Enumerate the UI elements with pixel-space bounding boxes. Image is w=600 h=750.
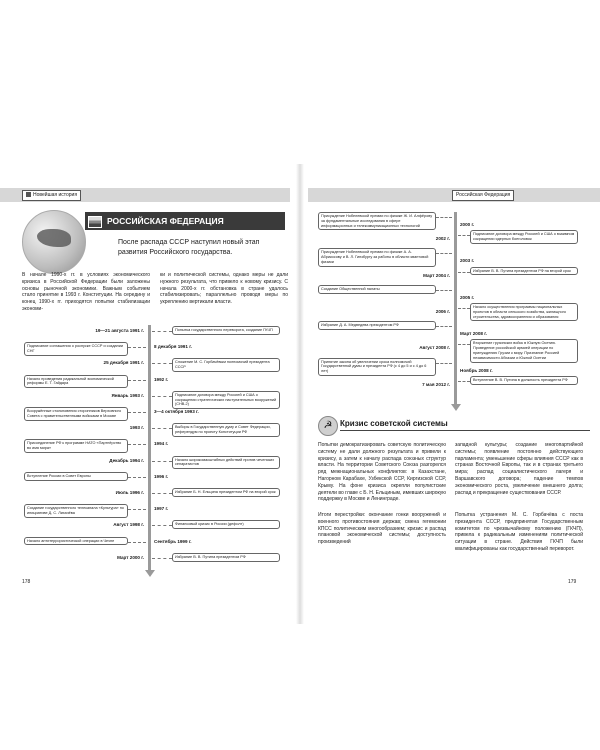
timeline-date: 2003 г. [460,258,475,264]
timeline-event: Вторжение грузинских войск в Южную Осетию. Проведение российской армией операции по принуждению Грузии к миру. Признание Россией независимости Абхазии и Южной Осетии [470,339,578,362]
left-page-number: 178 [22,579,31,585]
timeline-connector [436,253,452,254]
timeline-event: Присуждение Нобелевской премии по физике А. А. Абрикосову и В. Л. Гинзбургу за работы в области квантовой физики [318,248,436,266]
timeline-date: 19—21 августа 1991 г. [95,328,144,333]
russia-map-shape [37,229,71,247]
timeline-connector [128,412,146,413]
banner-title: РОССИЙСКАЯ ФЕДЕРАЦИЯ [107,216,224,226]
timeline-date: Март 2000 г. [117,554,144,560]
timeline-date: Март 2004 г. [423,272,450,278]
timeline-connector [128,380,146,381]
timeline-event: Подписание договора между Россией и США о сокращении стратегических наступательных вооружений (СНВ-2) [172,391,280,409]
timeline-event: Принятие закона об увеличении срока полномочий Государственной думы и президента РФ (с 4 до 5 и с 4 до 6 лет) [318,358,436,376]
right-body-col1b: Итоги перестройки: окончание гонки вооружений и военного противостояния держав; смена гегемонии КПСС политическим многообразием; кризис и распад плановой экономической системы; доступность произведений [318,512,446,546]
timeline-connector [436,326,452,327]
timeline-date: Август 2008 г. [419,345,450,351]
timeline-date: 2000 г. [460,222,475,227]
timeline-connector [152,525,172,526]
timeline-date: 25 декабря 1991 г. [103,360,144,366]
left-body-col2: ки и политической системы, однако меры не дали нужного результата, что привело к новому кризису. С начала 2000-х гг. обстановка в стране удалось стабилизировать; параллельно проводя меры по укреплению вертикали власти. [160,272,288,306]
right-body-col2b: Попытка устранения М. С. Горбачёва с поста президента СССР, предпринятая Государственным комитетом по чрезвычайному положению (ГКЧП), привела к радикальным изменениям политической ситуации в стране. Действия ГКЧП были квалифицированы как государственный переворот. [455,512,583,552]
timeline-date: 7 мая 2012 г. [422,381,450,387]
timeline-connector [458,272,470,273]
timeline-date: Июль 1996 г. [115,490,144,495]
timeline-connector [152,558,172,559]
timeline-event: Финансовый кризис в России (дефолт) [172,520,280,529]
timeline-date: 2002 г. [435,236,450,242]
timeline-connector [436,217,452,218]
crisis-section-title: Кризис советской системы [340,419,448,428]
timeline-date: Декабрь 1994 г. [109,457,144,463]
right-timeline-axis [454,212,457,407]
timeline-event: Присуждение Нобелевской премии по физике Ж. И. Алфёрову за фундаментальные исследования в сфере информационных и телекоммуникационных технологий [318,212,436,230]
timeline-connector [436,290,452,291]
timeline-connector [128,347,146,348]
timeline-connector [436,363,452,364]
timeline-event: Вступление В. В. Путина в должность президента РФ [470,376,578,385]
book-spine [296,164,304,624]
timeline-date: 3—4 октября 1993 г. [154,409,199,414]
timeline-event: Выборы в Государственную думу и Совет Федерации, референдум по проекту Конституции РФ [172,423,280,437]
timeline-connector [152,331,172,332]
timeline-event: Избрание Д. А. Медведева президентом РФ [318,321,436,330]
timeline-event: Начало широкомасштабных действий против чеченских сепаратистов [172,456,280,470]
timeline-date: 1993 г. [129,425,144,431]
right-header-label [452,190,514,201]
timeline-connector [128,542,146,543]
left-timeline-axis [148,325,151,572]
left-body-col1: В начале 1990-х гг. в условиях экономического кризиса в Российской Федерации были заложены основы рыночной экономики. Важным событием стало принятие в 1993 г. Конституции. На середину и конец 1990-х гг. приходятся попытки стабилизации экономи- [22,272,150,312]
section-banner [85,212,285,230]
timeline-event: Избрание В. В. Путина президентом РФ [172,553,280,562]
timeline-event: Начало осуществления программы национальных проектов в области сельского хозяйства, жилищного строительства, здравоохранения и образования [470,303,578,321]
intro-text: После распада СССР наступил новый этап развития Российского государства. [118,239,260,256]
left-timeline-arrow-icon [145,570,155,577]
timeline-event: Вступление России в Совет Европы [24,472,128,481]
crisis-section-header [318,416,598,438]
timeline-date: Ноябрь 2008 г. [460,367,493,373]
crisis-section-icon: ☭ [318,416,338,436]
timeline-connector [152,461,172,462]
timeline-date: Август 1998 г. [113,522,144,528]
timeline-connector [152,363,172,364]
timeline-date: 1996 г. [154,473,169,479]
timeline-date: 2005 г. [460,294,475,300]
timeline-date: Март 2008 г. [460,331,487,337]
timeline-event: Начало проведения радикальной экономической реформы Е. Т. Гайдара [24,375,128,389]
timeline-event: Начало антитеррористической операции в Чечне [24,537,128,546]
timeline-event: Подписание договора между Россией и США о взаимном сокращении ядерных боеголовок [470,230,578,244]
timeline-connector [458,308,470,309]
timeline-event: Создание Общественной палаты [318,285,436,294]
right-timeline-arrow-icon [451,404,461,411]
timeline-event: Вооружённые столкновения сторонников Верховного Совета с правительственными войсками в Москве [24,407,128,421]
timeline-date: 8 декабря 1991 г. [154,344,192,350]
timeline-connector [458,381,470,382]
timeline-connector [458,235,470,236]
section-divider [340,430,590,431]
header-square-icon [26,192,31,197]
right-body-col1: Попытки демократизировать советскую политическую систему не дали должного результата и привели к кризису, а затем к началу распада союзных структур власти. На территории Советского Союза разгорелся ряд межнациональных конфликтов: в Казахстане, Нагорном Карабахе, Узбекской ССР, Киргизской ССР, Крыму. На фоне кризиса окрепли популистские деятели во главе с Б. Н. Ельциным, имевших широкую поддержку в Москве и Ленинграде. [318,442,446,503]
timeline-connector [128,509,146,510]
timeline-event: Избрание В. В. Путина президентом РФ на второй срок [470,267,578,276]
timeline-connector [152,493,172,494]
timeline-connector [128,477,146,478]
right-header-text: Российская Федерация [456,192,511,198]
timeline-connector [458,344,470,345]
timeline-event: Присоединение РФ к программе НАТО «Партнёрство во имя мира» [24,439,128,453]
timeline-date: Январь 1993 г. [111,392,144,398]
timeline-date: 1997 г. [154,506,169,512]
timeline-event: Избрание Б. Н. Ельцина президентом РФ на второй срок [172,488,280,497]
right-body-col2: западной культуры; создание многопартийной системы; появление постоянно действующего парламента; уменьшение сферы влияния СССР как в странах Восточной Европы, так и в странах третьего мира; распад социалистического лагеря и Варшавского договора; падение темпов экономического роста, увеличение внешнего долга; распад и прекращение существования СССР. [455,442,583,496]
left-header-text: Новейшая история [33,192,78,198]
timeline-event: Подписание соглашения о роспуске СССР и создании СНГ [24,342,128,356]
right-page-number: 179 [568,579,577,585]
timeline-event: Попытка государственного переворота, создание ГКЧП [172,326,280,335]
timeline-connector [152,428,172,429]
timeline-date: 2006 г. [435,309,450,314]
timeline-date: Сентябрь 1999 г. [154,538,192,544]
timeline-event: Сложение М. С. Горбачёвым полномочий президента СССР [172,358,280,372]
timeline-date: 1994 г. [154,441,169,447]
timeline-date: 1992 г. [154,376,169,382]
timeline-connector [152,396,172,397]
globe-icon [22,210,86,274]
left-header-label [22,190,81,201]
timeline-connector [128,444,146,445]
timeline-event: Создание государственного телеканала «Культура» по инициативе Д. С. Лихачёва [24,504,128,518]
flag-icon [88,216,102,228]
